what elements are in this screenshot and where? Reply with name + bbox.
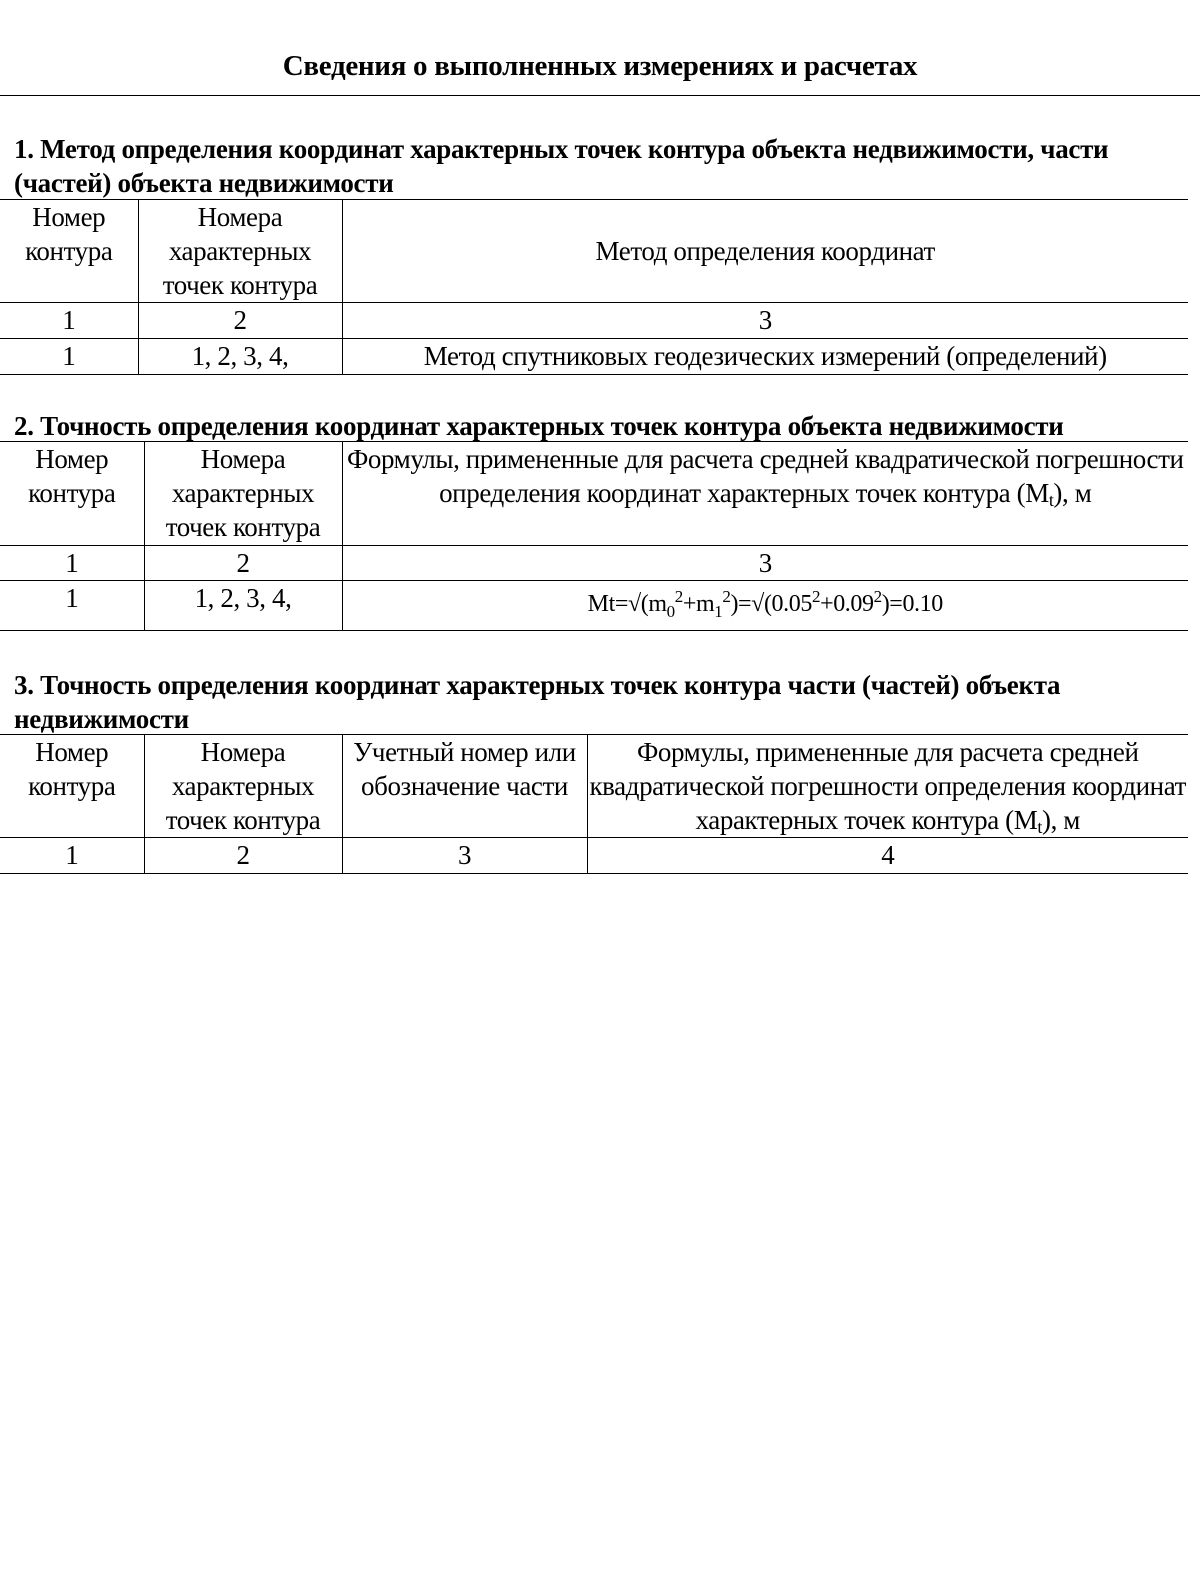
section2-index-1: 1	[0, 546, 144, 581]
section2-header-row	[0, 442, 1188, 546]
section3-index-row	[0, 838, 1188, 874]
section3-heading: 3. Точность определения координат характерных точек контура части (частей) объекта недвижимости	[14, 670, 1061, 734]
section2-header-formulas-unit: ), м	[1053, 478, 1092, 508]
section3-header-formulas	[587, 735, 1188, 838]
section2-index-row	[0, 546, 1188, 581]
formula-part: )=√(0.05	[730, 591, 812, 617]
table-row	[0, 339, 1188, 375]
section1-header-contour: Номер контура	[0, 200, 138, 303]
section2-header-contour: Номер контура	[0, 442, 144, 546]
formula-part: Mt=√(m	[587, 591, 667, 617]
formula-superscript: 2	[722, 587, 731, 606]
section1-index-2: 2	[138, 303, 342, 339]
section2-row-formula	[342, 581, 1188, 631]
section3-header-row	[0, 735, 1188, 838]
section2-header-formulas-subscript: t	[1048, 490, 1054, 510]
formula-superscript: 2	[873, 587, 882, 606]
section1-header-points: Номера характерных точек контура	[138, 200, 342, 303]
section2-row-contour: 1	[0, 581, 144, 631]
formula-superscript: 2	[674, 587, 683, 606]
formula-part: )=0.10	[881, 591, 943, 617]
section3-index-2: 2	[144, 838, 342, 874]
formula-part: +0.09	[820, 591, 874, 617]
section2-header-formulas-text: Формулы, примененные для расчета средней квадратической погрешности определения координат характерных точек контура (M	[346, 444, 1184, 508]
formula-subscript: 1	[714, 601, 723, 621]
section1-header-method: Метод определения координат	[342, 200, 1188, 303]
section2-header-points: Номера характерных точек контура	[144, 442, 342, 546]
section1-heading: 1. Метод определения координат характерных точек контура объекта недвижимости, части (частей) объекта недвижимости	[14, 134, 1109, 198]
section3-header-points: Номера характерных точек контура	[144, 735, 342, 838]
formula-part: +m	[682, 591, 715, 617]
section1-row-method: Метод спутниковых геодезических измерений (определений)	[342, 339, 1188, 375]
title-divider	[0, 95, 1200, 96]
section3-index-1: 1	[0, 838, 144, 874]
section3-header-contour: Номер контура	[0, 735, 144, 838]
page-title: Сведения о выполненных измерениях и расчетах	[282, 50, 918, 82]
section3-index-4: 4	[587, 838, 1188, 874]
section2-header-formulas	[342, 442, 1188, 546]
section3-header-part-number: Учетный номер или обозначение части	[342, 735, 587, 838]
section2-table	[0, 441, 1188, 631]
table-row	[0, 581, 1188, 631]
section3-header-formulas-subscript: t	[1037, 817, 1042, 837]
section2-index-3: 3	[342, 546, 1188, 581]
section3-header-formulas-text: Формулы, примененные для расчета средней квадратической погрешности определения координат характерных точек контура (M	[589, 737, 1187, 835]
formula-subscript: 0	[666, 601, 675, 621]
section1-index-1: 1	[0, 303, 138, 339]
section2-heading: 2. Точность определения координат характерных точек контура объекта недвижимости	[14, 411, 1064, 441]
section3-index-3: 3	[342, 838, 587, 874]
section1-index-3: 3	[342, 303, 1188, 339]
section1-row-points: 1, 2, 3, 4,	[138, 339, 342, 375]
section1-index-row	[0, 303, 1188, 339]
section3-header-formulas-unit: ), м	[1041, 805, 1080, 835]
section2-row-points: 1, 2, 3, 4,	[144, 581, 342, 631]
section1-header-row	[0, 200, 1188, 303]
formula-superscript: 2	[811, 587, 821, 606]
section1-row-contour: 1	[0, 339, 138, 375]
section2-index-2: 2	[144, 546, 342, 581]
section1-table	[0, 199, 1188, 375]
section3-table	[0, 734, 1188, 874]
